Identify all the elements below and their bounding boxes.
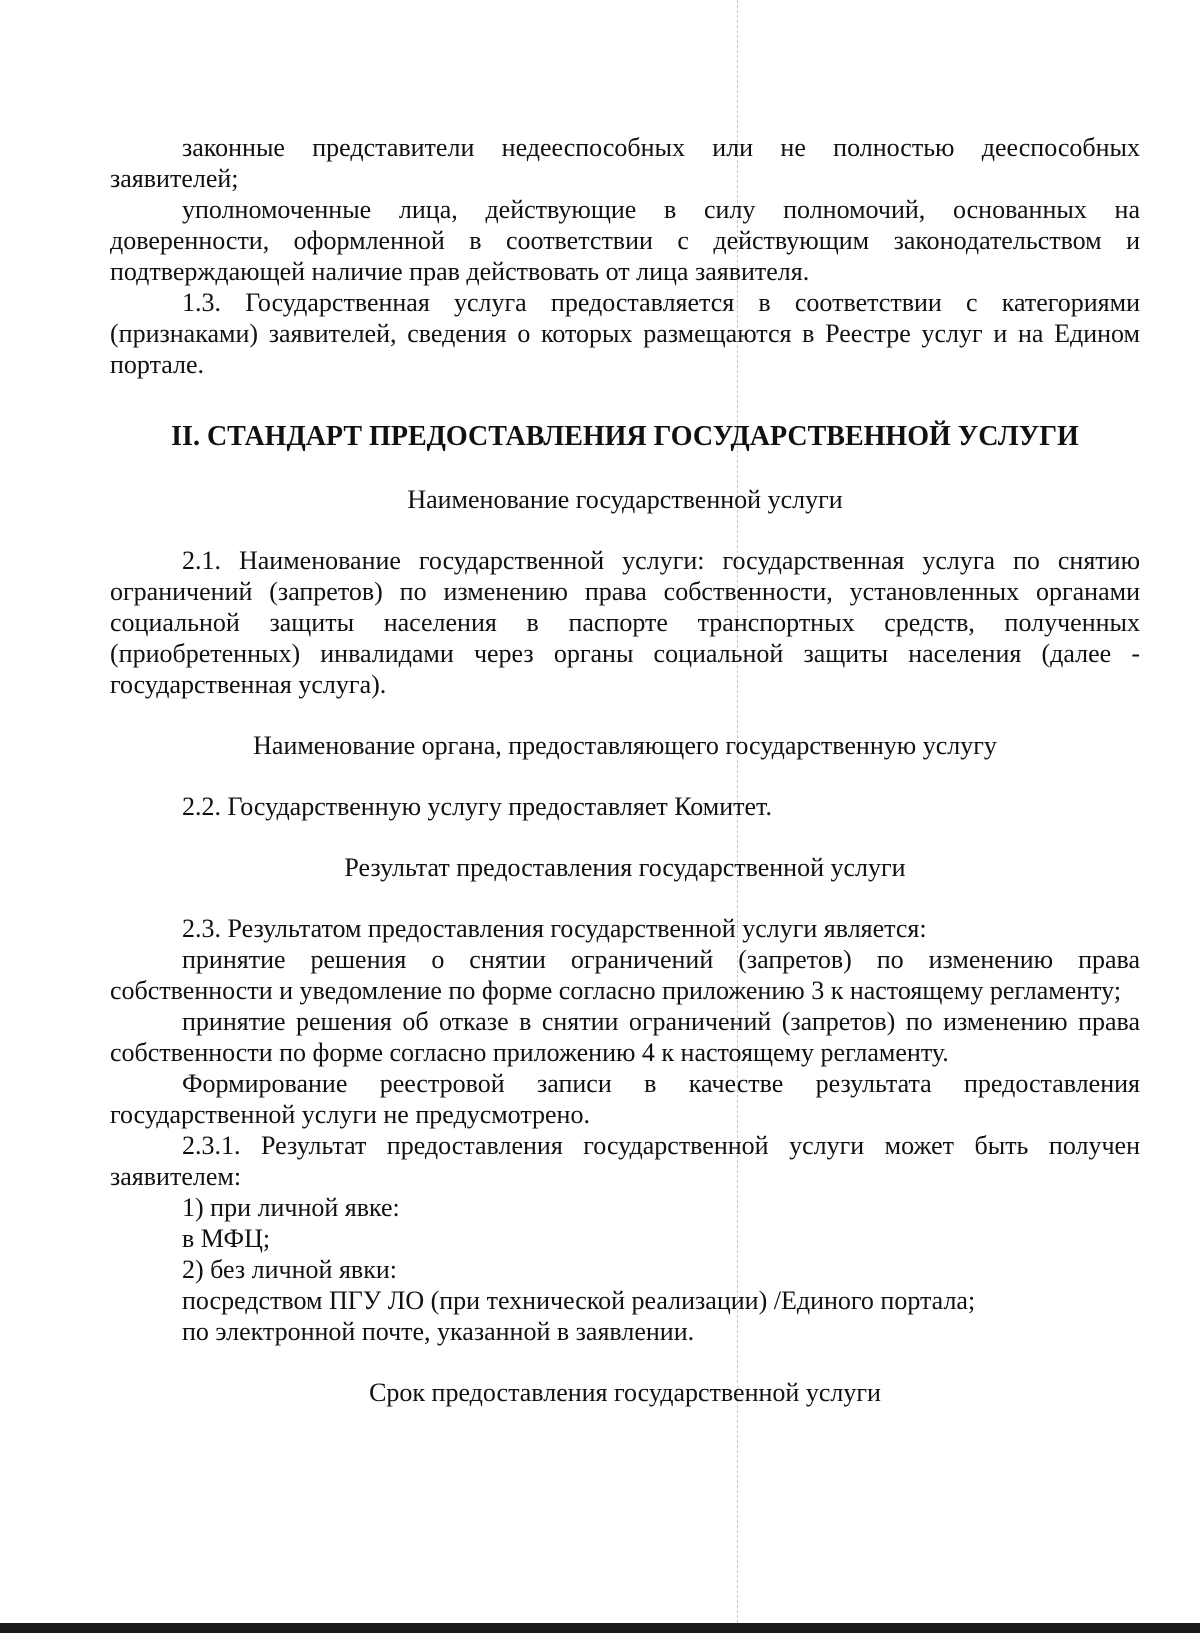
list-item: посредством ПГУ ЛО (при технической реализации) /Единого портала; — [182, 1286, 976, 1315]
list-item: в МФЦ; — [182, 1224, 271, 1253]
paragraph-legal-representatives: законные представители недееспособных или не полностью дееспособных заявителей; — [110, 133, 1140, 193]
document-body — [110, 132, 1140, 1408]
paragraph-2-3: 2.3. Результатом предоставления государственной услуги является: — [182, 914, 927, 943]
section-title: II. СТАНДАРТ ПРЕДОСТАВЛЕНИЯ ГОСУДАРСТВЕННОЙ УСЛУГИ — [171, 421, 1079, 452]
scan-bottom-edge — [0, 1623, 1200, 1633]
paragraph-2-3-registry: Формирование реестровой записи в качестве результата предоставления государственной услуги не предусмотрено. — [110, 1069, 1140, 1129]
subheading-service-name: Наименование государственной услуги — [407, 485, 843, 514]
paragraph-1-3: 1.3. Государственная услуга предоставляется в соответствии с категориями (признаками) заявителей, сведения о которых размещаются в Реестре услуг и на Едином портале. — [110, 288, 1140, 379]
list-item: 2) без личной явки: — [182, 1255, 397, 1284]
subheading-service-result: Результат предоставления государственной услуги — [344, 853, 906, 882]
paragraph-2-2: 2.2. Государственную услугу предоставляет Комитет. — [182, 792, 772, 821]
paragraph-2-3-decision: принятие решения о снятии ограничений (запретов) по изменению права собственности и уведомление по форме согласно приложению 3 к настоящему регламенту; — [110, 945, 1140, 1005]
list-item: по электронной почте, указанной в заявлении. — [182, 1317, 695, 1346]
paragraph-2-3-refusal: принятие решения об отказе в снятии ограничений (запретов) по изменению права собственности по форме согласно приложению 4 к настоящему регламенту. — [110, 1007, 1140, 1067]
paragraph-2-1: 2.1. Наименование государственной услуги: государственная услуга по снятию ограничений (запретов) по изменению права собственности, установленных органами социальной защиты населения в паспорте транспортных средств, полученных (приобретенных) инвалидами через органы социальной защиты населения (далее - государственная услуга). — [110, 546, 1140, 699]
subheading-service-provider: Наименование органа, предоставляющего государственную услугу — [253, 731, 997, 760]
paragraph-2-3-1: 2.3.1. Результат предоставления государственной услуги может быть получен заявителем: — [110, 1131, 1140, 1191]
subheading-service-term: Срок предоставления государственной услуги — [369, 1378, 881, 1407]
paragraph-authorized-persons: уполномоченные лица, действующие в силу полномочий, основанных на доверенности, оформленной в соответствии с действующим законодательством и подтверждающей наличие прав действовать от лица заявителя. — [110, 195, 1140, 286]
list-item: 1) при личной явке: — [182, 1193, 400, 1222]
delivery-methods-list — [110, 1192, 1140, 1347]
